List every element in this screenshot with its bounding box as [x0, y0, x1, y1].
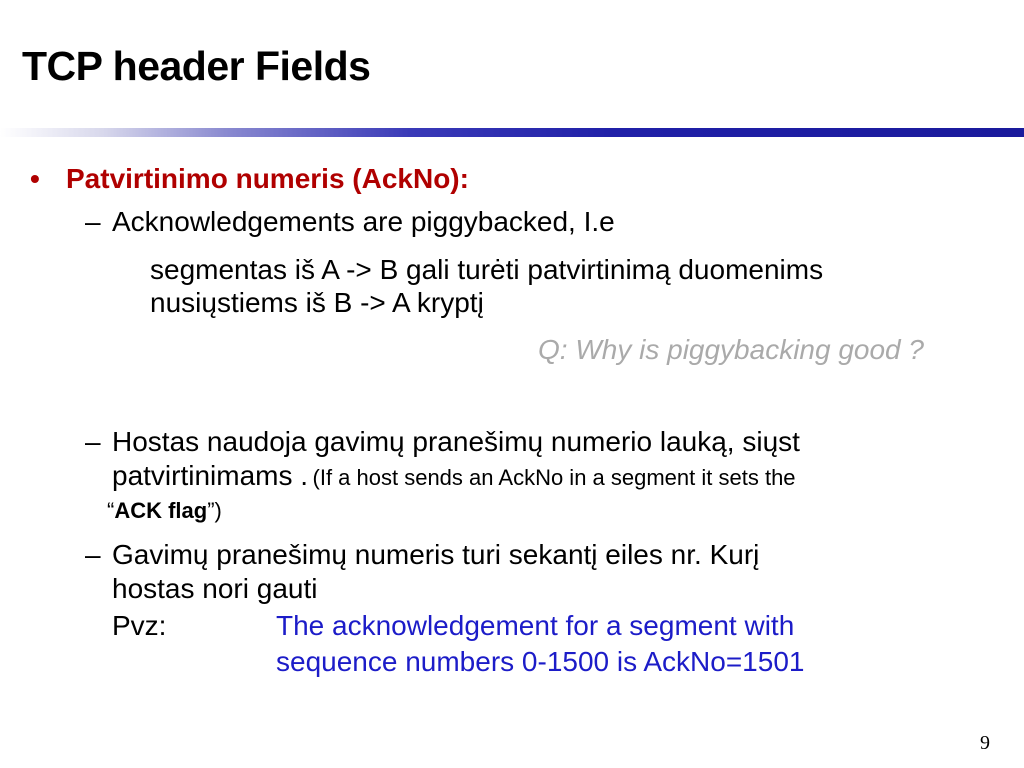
ack-flag-label: ACK flag [114, 498, 208, 523]
piggyback-question: Q: Why is piggybacking good ? [538, 334, 924, 365]
sub2-line2 [112, 462, 796, 491]
sub2-line3 [107, 498, 222, 524]
sub2-line2-main: patvirtinimams . [112, 460, 309, 491]
dash-1: – [85, 206, 101, 237]
sub1-text: Acknowledgements are piggybacked, I.e [112, 206, 615, 237]
slide-title: TCP header Fields [22, 43, 371, 89]
sub2-line1: Hostas naudoja gavimų pranešimų numerio lauką, siųst [112, 426, 800, 457]
dash-2: – [85, 426, 101, 457]
bullet-heading: Patvirtinimo numeris (AckNo): [66, 163, 469, 194]
sub3-line1: Gavimų pranešimų numeris turi sekantį eiles nr. Kurį [112, 539, 760, 570]
sub2-line2-note: (If a host sends an AckNo in a segment it sets the [312, 465, 796, 490]
sub3-line2: hostas nori gauti [112, 573, 318, 604]
title-underline [0, 128, 1024, 137]
bullet-marker: • [30, 163, 40, 194]
ack-flag-close: ”) [207, 498, 222, 523]
example-label: Pvz: [112, 610, 167, 641]
dash-3: – [85, 539, 101, 570]
example-line1: The acknowledgement for a segment with [276, 610, 795, 641]
ack-flag-open-quote: “ [107, 498, 115, 523]
sub1-cont-line2: nusiųstiems iš B -> A kryptį [150, 287, 484, 318]
sub1-cont-line1: segmentas iš A -> B gali turėti patvirtinimą duomenims [150, 254, 824, 285]
page-number: 9 [980, 732, 990, 754]
example-line2: sequence numbers 0-1500 is AckNo=1501 [276, 646, 805, 677]
